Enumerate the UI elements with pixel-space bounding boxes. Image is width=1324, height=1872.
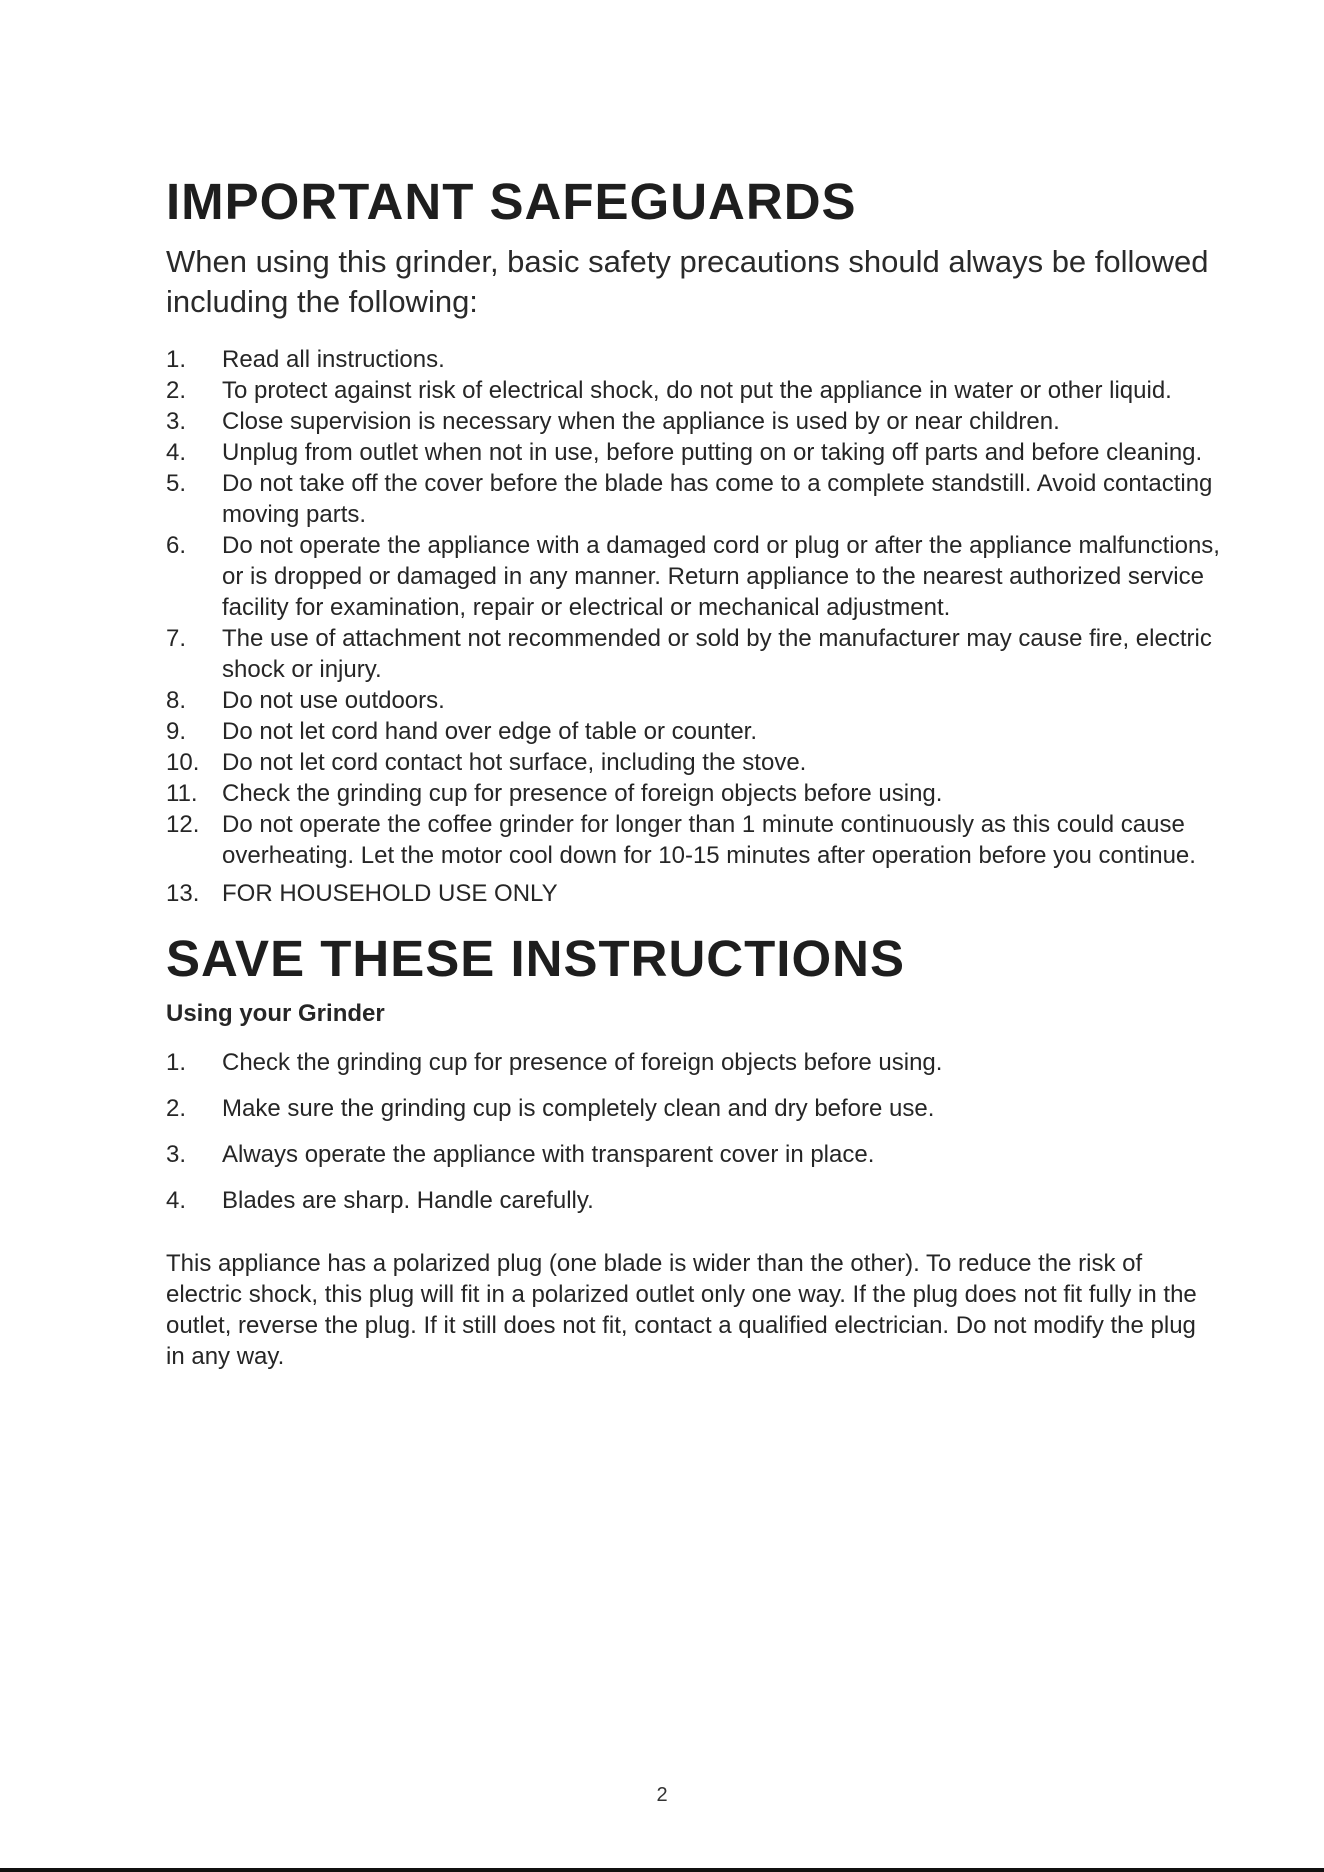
item-number: 4. — [166, 1187, 187, 1214]
list-item — [166, 468, 1246, 530]
polarized-plug-note: This appliance has a polarized plug (one blade is wider than the other). To reduce the risk of electric shock, this plug will fit in a polarized outlet only one way. If the plug does not fit fully in the outlet, reverse the plug. If it still does not fit, contact a qualified electrician. Do not modify the plug in any way. — [166, 1250, 1197, 1370]
safeguards-list — [166, 344, 1246, 909]
item-text: Do not let cord hand over edge of table or counter. — [222, 718, 758, 745]
list-item — [166, 685, 1246, 716]
item-number: 9. — [166, 718, 187, 745]
item-number: 1. — [166, 1049, 187, 1076]
list-item — [166, 344, 1246, 375]
item-text: Do not operate the appliance with a damaged cord or plug or after the appliance malfunctions, or is dropped or damaged in any manner. Return appliance to the nearest authorized service facility for examination, repair or electrical or mechanical adjustment. — [222, 532, 1220, 621]
safeguards-intro: When using this grinder, basic safety precautions should always be followed including the following: — [166, 244, 1209, 319]
item-number: 12. — [166, 811, 200, 838]
item-number: 6. — [166, 532, 187, 559]
item-number: 1. — [166, 346, 187, 373]
list-item — [166, 375, 1246, 406]
item-text: Blades are sharp. Handle carefully. — [222, 1187, 594, 1214]
item-text: The use of attachment not recommended or sold by the manufacturer may cause fire, electric shock or injury. — [222, 625, 1212, 683]
safeguards-heading: IMPORTANT SAFEGUARDS — [166, 173, 857, 230]
item-text: Check the grinding cup for presence of foreign objects before using. — [222, 1049, 943, 1076]
item-number: 3. — [166, 1141, 187, 1168]
bottom-rule — [0, 1868, 1324, 1872]
list-item — [166, 1139, 1246, 1170]
list-item — [166, 437, 1246, 468]
item-text: Read all instructions. — [222, 346, 445, 373]
item-number: 2. — [166, 377, 187, 404]
list-item — [166, 406, 1246, 437]
item-number: 7. — [166, 625, 187, 652]
list-item — [166, 1185, 1246, 1216]
list-item — [166, 747, 1246, 778]
list-item — [166, 878, 1246, 909]
item-number: 2. — [166, 1095, 187, 1122]
item-number: 8. — [166, 687, 187, 714]
usage-subheading: Using your Grinder — [166, 1000, 385, 1027]
list-item — [166, 530, 1246, 623]
item-number: 10. — [166, 749, 200, 776]
item-text: To protect against risk of electrical shock, do not put the appliance in water or other liquid. — [222, 377, 1172, 404]
item-text: Unplug from outlet when not in use, before putting on or taking off parts and before cleaning. — [222, 439, 1203, 466]
list-item — [166, 1093, 1246, 1124]
usage-list — [166, 1047, 1246, 1216]
list-item — [166, 716, 1246, 747]
manual-page — [166, 172, 1246, 1372]
list-item — [166, 809, 1246, 871]
item-text: Do not operate the coffee grinder for longer than 1 minute continuously as this could cause overheating. Let the motor cool down for 10-15 minutes after operation before you continue. — [222, 811, 1196, 869]
item-number: 4. — [166, 439, 187, 466]
item-text: Do not use outdoors. — [222, 687, 445, 714]
item-text: FOR HOUSEHOLD USE ONLY — [222, 880, 558, 907]
item-text: Check the grinding cup for presence of foreign objects before using. — [222, 780, 943, 807]
item-text: Make sure the grinding cup is completely clean and dry before use. — [222, 1095, 935, 1122]
item-number: 3. — [166, 408, 187, 435]
list-item — [166, 778, 1246, 809]
list-item — [166, 623, 1246, 685]
item-text: Close supervision is necessary when the appliance is used by or near children. — [222, 408, 1060, 435]
item-number: 13. — [166, 880, 200, 907]
save-instructions-heading: SAVE THESE INSTRUCTIONS — [166, 930, 905, 987]
item-number: 5. — [166, 470, 187, 497]
item-number: 11. — [166, 780, 198, 807]
item-text: Do not take off the cover before the blade has come to a complete standstill. Avoid contacting moving parts. — [222, 470, 1213, 528]
list-item — [166, 1047, 1246, 1078]
item-text: Do not let cord contact hot surface, including the stove. — [222, 749, 807, 776]
page-number: 2 — [656, 1784, 668, 1806]
item-text: Always operate the appliance with transparent cover in place. — [222, 1141, 875, 1168]
